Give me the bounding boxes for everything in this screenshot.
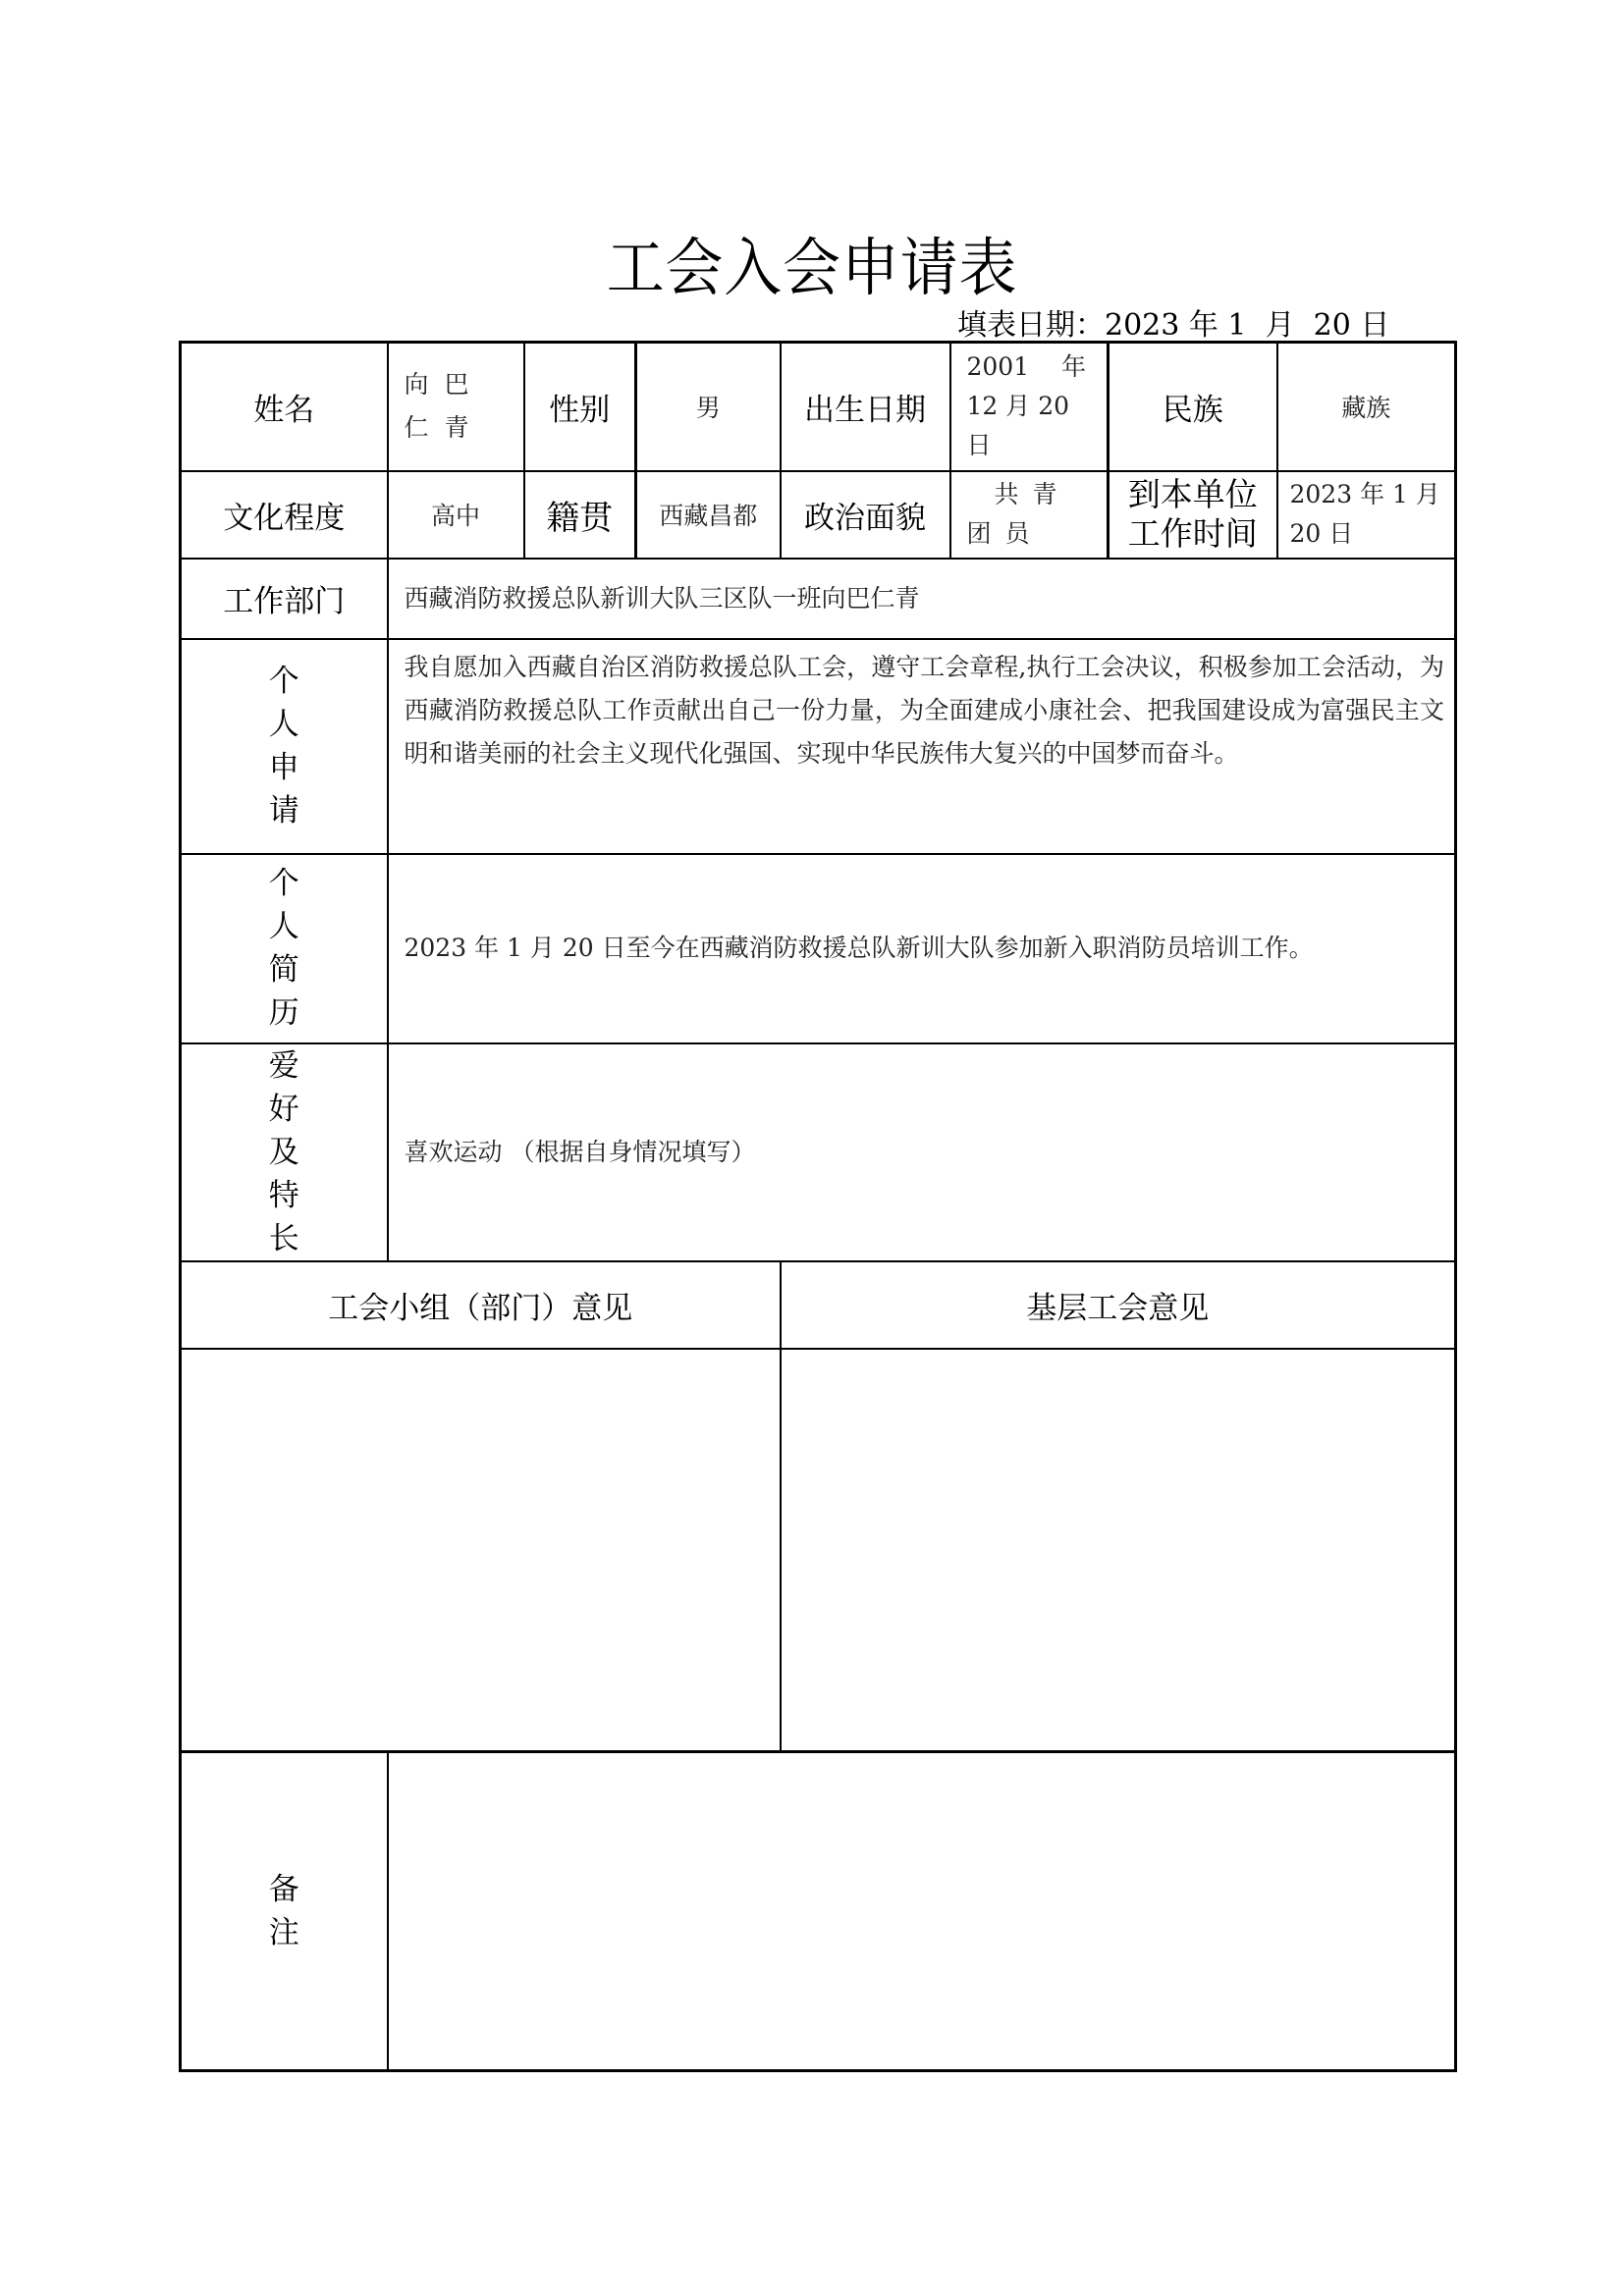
hometown-field[interactable]: 西藏昌都 <box>636 471 781 559</box>
fill-date-label: 填表日期： <box>957 308 1105 343</box>
remarks-field[interactable] <box>388 1752 1456 2071</box>
fill-date <box>957 300 1389 344</box>
row-basic-info-2 <box>181 471 1456 559</box>
resume-field[interactable]: 2023 年 1 月 20 日至今在西藏消防救援总队新训大队参加新入职消防员培训工作。 <box>388 854 1456 1043</box>
row-hobbies <box>181 1043 1456 1261</box>
row-opinion-values <box>181 1349 1456 1752</box>
hobbies-label-char: 及 <box>268 1134 299 1170</box>
resume-label <box>181 854 388 1043</box>
join-date-field[interactable]: 2023 年 1 月 20 日 <box>1277 471 1456 559</box>
row-application <box>181 639 1456 854</box>
application-label <box>181 639 388 854</box>
resume-label-char: 人 <box>268 909 299 944</box>
hobbies-label-char: 长 <box>268 1220 299 1256</box>
join-date-label: 到本单位工作时间 <box>1109 471 1277 559</box>
ethnicity-field[interactable]: 藏族 <box>1277 343 1456 471</box>
row-basic-info-1 <box>181 343 1456 471</box>
birth-date-field[interactable]: 2001 年 12 月 20 日 <box>950 343 1109 471</box>
application-form-table <box>179 341 1457 2072</box>
union-opinion-label: 基层工会意见 <box>781 1261 1456 1349</box>
application-label-char: 申 <box>268 750 299 785</box>
page-title: 工会入会申请表 <box>606 233 1018 305</box>
union-opinion-field[interactable] <box>781 1349 1456 1752</box>
name-field[interactable]: 向 巴 仁 青 <box>388 343 524 471</box>
group-opinion-field[interactable] <box>181 1349 781 1752</box>
ethnicity-label: 民族 <box>1109 343 1277 471</box>
row-department <box>181 559 1456 639</box>
hometown-label: 籍贯 <box>524 471 636 559</box>
hobbies-label-char: 好 <box>268 1091 299 1127</box>
application-label-char: 请 <box>268 793 299 828</box>
hobbies-field[interactable]: 喜欢运动 （根据自身情况填写） <box>388 1043 1456 1261</box>
hobbies-label <box>181 1043 388 1261</box>
resume-label-char: 历 <box>268 995 299 1031</box>
remarks-label <box>181 1752 388 2071</box>
resume-label-char: 简 <box>268 952 299 988</box>
political-status-label: 政治面貌 <box>781 471 950 559</box>
department-label: 工作部门 <box>181 559 388 639</box>
hobbies-label-char: 特 <box>268 1177 299 1213</box>
row-remarks <box>181 1752 1456 2071</box>
education-field[interactable]: 高中 <box>388 471 524 559</box>
application-label-char: 人 <box>268 707 299 742</box>
group-opinion-label: 工会小组（部门）意见 <box>181 1261 781 1349</box>
fill-date-value: 2023 年 1 月 20 日 <box>1105 308 1390 343</box>
application-text: 我自愿加入西藏自治区消防救援总队工会，遵守工会章程,执行工会决议，积极参加工会活动，为西藏消防救援总队工作贡献出自己一份力量，为全面建成小康社会、把我国建设成为富强民主文明和谐美丽的社会主义现代化强国、实现中华民族伟大复兴的中国梦而奋斗。 <box>404 652 1444 768</box>
application-field[interactable] <box>388 639 1456 854</box>
gender-label: 性别 <box>524 343 636 471</box>
hobbies-label-char: 爱 <box>268 1047 299 1084</box>
birth-date-label: 出生日期 <box>781 343 950 471</box>
gender-field[interactable]: 男 <box>636 343 781 471</box>
application-label-char: 个 <box>268 664 299 699</box>
political-status-field[interactable]: 共 青 团 员 <box>950 471 1109 559</box>
department-field[interactable]: 西藏消防救援总队新训大队三区队一班向巴仁青 <box>388 559 1456 639</box>
remarks-label-char: 注 <box>268 1915 299 1950</box>
name-label: 姓名 <box>181 343 388 471</box>
row-opinion-headers <box>181 1261 1456 1349</box>
row-resume <box>181 854 1456 1043</box>
remarks-label-char: 备 <box>268 1872 299 1907</box>
education-label: 文化程度 <box>181 471 388 559</box>
resume-label-char: 个 <box>268 866 299 901</box>
